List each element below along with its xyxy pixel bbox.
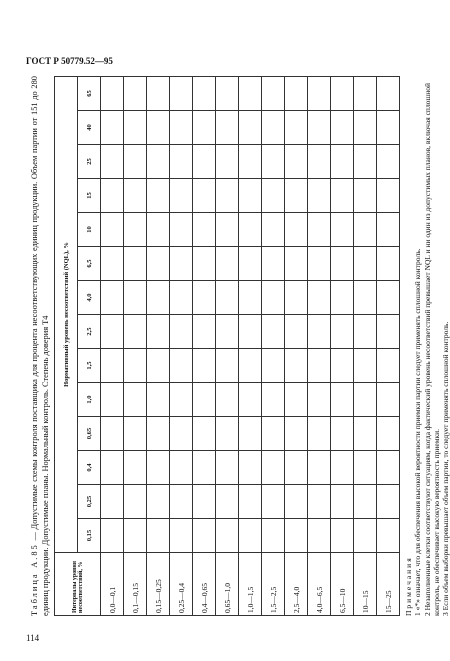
table-cell (377, 281, 400, 315)
table-cell (354, 485, 377, 519)
table-cell (285, 281, 308, 315)
row-interval-label: 15—25 (377, 553, 400, 616)
corner-header: Интервалы уровня несоответствий, % (55, 553, 101, 616)
table-row (377, 77, 400, 616)
column-header: 0,4 (78, 451, 101, 485)
table-cell (262, 349, 285, 383)
table-cell (239, 179, 262, 213)
table-cell (354, 315, 377, 349)
table-cell (331, 247, 354, 281)
table-cell (193, 145, 216, 179)
note-item: 3 Если объем выборки превышает объем партии, то следует применять сплошной контроль. (441, 321, 450, 616)
table-cell (124, 213, 147, 247)
column-header-row (78, 77, 101, 616)
table-cell (216, 485, 239, 519)
table-cell (377, 519, 400, 553)
table-cell (377, 383, 400, 417)
column-header: 15 (78, 179, 101, 213)
table-cell (354, 417, 377, 451)
notes-list (413, 76, 450, 616)
table-cell (308, 213, 331, 247)
table-cell (124, 451, 147, 485)
table-cell (193, 451, 216, 485)
row-interval-label: 1,0—1,5 (239, 553, 262, 616)
table-row (193, 77, 216, 616)
table-cell (262, 77, 285, 111)
document-header: ГОСТ Р 50779.52—95 (26, 56, 113, 66)
table-cell (331, 349, 354, 383)
table-cell (331, 281, 354, 315)
plans-table (54, 76, 400, 616)
table-cell (193, 247, 216, 281)
table-cell (308, 281, 331, 315)
row-interval-label: 4,0—6,5 (308, 553, 331, 616)
column-header: 0,65 (78, 417, 101, 451)
table-row (124, 77, 147, 616)
table-cell (285, 77, 308, 111)
table-cell (331, 179, 354, 213)
table-cell (124, 417, 147, 451)
table-cell (239, 315, 262, 349)
table-cell (216, 247, 239, 281)
table-cell (239, 77, 262, 111)
table-row (354, 77, 377, 616)
table-cell (262, 417, 285, 451)
column-header: 0,25 (78, 485, 101, 519)
table-cell (193, 111, 216, 145)
table-cell (193, 179, 216, 213)
table-cell (377, 145, 400, 179)
row-interval-label: 1,5—2,5 (262, 553, 285, 616)
table-cell (147, 145, 170, 179)
table-cell (308, 315, 331, 349)
table-cell (354, 111, 377, 145)
table-cell (147, 451, 170, 485)
caption-text: — Допустимые схемы контроля поставщика для процента несоответствующих единиц продукции. Объем партии от 151 до 280 единиц продукции. Допустимые планы. Нормальный контроль. Степень доверия Т4 (30, 76, 50, 616)
table-cell (377, 111, 400, 145)
row-interval-label: 0,4—0,65 (193, 553, 216, 616)
table-cell (101, 145, 124, 179)
table-cell (377, 451, 400, 485)
table-row (170, 77, 193, 616)
table-cell (239, 281, 262, 315)
table-cell (377, 179, 400, 213)
table-cell (216, 383, 239, 417)
table-cell (147, 519, 170, 553)
table-cell (147, 349, 170, 383)
table-cell (170, 247, 193, 281)
table-row (239, 77, 262, 616)
row-interval-label: 6,5—10 (331, 553, 354, 616)
note-item: 1 «*» означает, что для обеспечения высокой вероятности приемки партии следует применять сплошной контроль. (413, 248, 423, 616)
table-cell (193, 77, 216, 111)
column-header: 40 (78, 111, 101, 145)
table-cell (331, 77, 354, 111)
table-cell (170, 417, 193, 451)
table-cell (216, 315, 239, 349)
table-cell (216, 519, 239, 553)
table-cell (262, 111, 285, 145)
table-cell (170, 281, 193, 315)
table-cell (147, 485, 170, 519)
table-cell (124, 281, 147, 315)
table-row (285, 77, 308, 616)
table-cell (216, 77, 239, 111)
table-cell (262, 485, 285, 519)
table-cell (308, 349, 331, 383)
table-cell (216, 145, 239, 179)
table-cell (239, 417, 262, 451)
table-cell (285, 349, 308, 383)
table-cell (124, 519, 147, 553)
table-cell (101, 519, 124, 553)
table-cell (124, 179, 147, 213)
table-cell (262, 213, 285, 247)
table-cell (170, 315, 193, 349)
table-cell (354, 451, 377, 485)
column-header: 1,5 (78, 349, 101, 383)
table-cell (147, 315, 170, 349)
table-cell (193, 417, 216, 451)
table-cell (262, 519, 285, 553)
table-cell (354, 213, 377, 247)
table-cell (331, 213, 354, 247)
table-cell (193, 349, 216, 383)
table-cell (170, 451, 193, 485)
table-cell (147, 179, 170, 213)
table-cell (308, 145, 331, 179)
table-cell (285, 519, 308, 553)
table-cell (216, 111, 239, 145)
column-header: 25 (78, 145, 101, 179)
table-cell (308, 111, 331, 145)
row-interval-label: 0,0—0,1 (101, 553, 124, 616)
table-cell (193, 281, 216, 315)
column-header: 6,5 (78, 247, 101, 281)
rotated-content (30, 76, 450, 616)
table-cell (170, 213, 193, 247)
table-cell (285, 145, 308, 179)
column-header: 10 (78, 213, 101, 247)
table-cell (170, 145, 193, 179)
table-cell (124, 247, 147, 281)
table-cell (285, 383, 308, 417)
table-cell (193, 383, 216, 417)
row-interval-label: 0,25—0,4 (170, 553, 193, 616)
table-cell (262, 179, 285, 213)
table-cell (239, 247, 262, 281)
nql-group-header: Нормативный уровень несоответствий (NQL), % (55, 77, 78, 553)
column-header: 2,5 (78, 315, 101, 349)
note-item: 2 Незаполненные клетки соответствуют ситуациям, когда фактический уровень несоответствий превышает NQL и ни один из допустимых планов, включая сплошной контроль, не обеспечивает высокую вероятность приемки. (422, 83, 441, 616)
table-cell (101, 179, 124, 213)
table-cell (170, 179, 193, 213)
table-row (147, 77, 170, 616)
table-cell (377, 417, 400, 451)
page-number: 114 (26, 633, 40, 643)
table-cell (101, 111, 124, 145)
table-cell (124, 145, 147, 179)
table-cell (331, 111, 354, 145)
table-cell (124, 77, 147, 111)
table-cell (101, 315, 124, 349)
table-cell (216, 179, 239, 213)
table-cell (331, 145, 354, 179)
table-cell (216, 281, 239, 315)
table-cell (239, 349, 262, 383)
table-cell (308, 519, 331, 553)
row-interval-label: 0,15—0,25 (147, 553, 170, 616)
table-cell (377, 485, 400, 519)
table-cell (308, 417, 331, 451)
table-cell (285, 179, 308, 213)
table-cell (285, 485, 308, 519)
row-interval-label: 10—15 (354, 553, 377, 616)
table-cell (331, 519, 354, 553)
table-cell (308, 451, 331, 485)
table-cell (262, 383, 285, 417)
table-cell (354, 383, 377, 417)
table-cell (239, 383, 262, 417)
table-row (216, 77, 239, 616)
table-cell (354, 519, 377, 553)
table-cell (308, 179, 331, 213)
table-cell (101, 213, 124, 247)
table-cell (262, 145, 285, 179)
table-cell (308, 485, 331, 519)
table-cell (354, 349, 377, 383)
caption-label: Таблица А.85 (30, 543, 39, 616)
table-cell (354, 179, 377, 213)
table-cell (170, 349, 193, 383)
table-cell (193, 213, 216, 247)
table-cell (147, 383, 170, 417)
table-cell (354, 77, 377, 111)
table-cell (124, 111, 147, 145)
table-cell (101, 349, 124, 383)
table-cell (216, 417, 239, 451)
table-cell (170, 111, 193, 145)
row-interval-label: 0,1—0,15 (124, 553, 147, 616)
table-cell (239, 451, 262, 485)
table-body (101, 77, 400, 616)
table-cell (377, 247, 400, 281)
table-cell (331, 451, 354, 485)
table-cell (124, 485, 147, 519)
table-cell (239, 485, 262, 519)
row-interval-label: 0,65—1,0 (216, 553, 239, 616)
table-cell (239, 213, 262, 247)
table-cell (377, 349, 400, 383)
table-cell (170, 383, 193, 417)
table-row (262, 77, 285, 616)
table-cell (147, 77, 170, 111)
table-cell (101, 451, 124, 485)
table-cell (308, 383, 331, 417)
table-cell (285, 315, 308, 349)
table-cell (262, 247, 285, 281)
table-cell (216, 349, 239, 383)
table-cell (285, 111, 308, 145)
table-cell (377, 77, 400, 111)
table-cell (354, 145, 377, 179)
table-cell (262, 281, 285, 315)
table-cell (170, 485, 193, 519)
table-cell (124, 349, 147, 383)
table-cell (101, 281, 124, 315)
row-interval-label: 2,5—4,0 (285, 553, 308, 616)
table-cell (239, 519, 262, 553)
table-cell (377, 213, 400, 247)
table-row (331, 77, 354, 616)
table-cell (216, 213, 239, 247)
notes (404, 76, 450, 616)
table-cell (101, 485, 124, 519)
table-cell (239, 145, 262, 179)
table-cell (308, 247, 331, 281)
table-cell (354, 281, 377, 315)
table-cell (285, 417, 308, 451)
table-cell (308, 77, 331, 111)
column-header: 0,15 (78, 519, 101, 553)
table-cell (239, 111, 262, 145)
table-cell (331, 315, 354, 349)
table-cell (216, 451, 239, 485)
table-row (101, 77, 124, 616)
table-cell (147, 213, 170, 247)
table-cell (262, 315, 285, 349)
column-header: 65 (78, 77, 101, 111)
table-cell (331, 383, 354, 417)
table-cell (377, 315, 400, 349)
table-cell (101, 247, 124, 281)
table-cell (124, 383, 147, 417)
table-cell (193, 485, 216, 519)
table-cell (147, 111, 170, 145)
notes-title: Примечания (404, 556, 414, 616)
table-cell (101, 77, 124, 111)
table-cell (285, 247, 308, 281)
table-cell (170, 519, 193, 553)
table-cell (331, 417, 354, 451)
table-cell (147, 281, 170, 315)
table-cell (331, 485, 354, 519)
table-cell (193, 519, 216, 553)
table-cell (124, 315, 147, 349)
column-header: 1,0 (78, 383, 101, 417)
table-cell (285, 213, 308, 247)
table-cell (262, 451, 285, 485)
table-cell (354, 247, 377, 281)
table-cell (170, 77, 193, 111)
table-cell (285, 451, 308, 485)
table-cell (101, 417, 124, 451)
table-caption (30, 76, 51, 616)
table-cell (147, 247, 170, 281)
table-cell (193, 315, 216, 349)
table-cell (101, 383, 124, 417)
column-header: 4,0 (78, 281, 101, 315)
table-row (308, 77, 331, 616)
table-cell (147, 417, 170, 451)
